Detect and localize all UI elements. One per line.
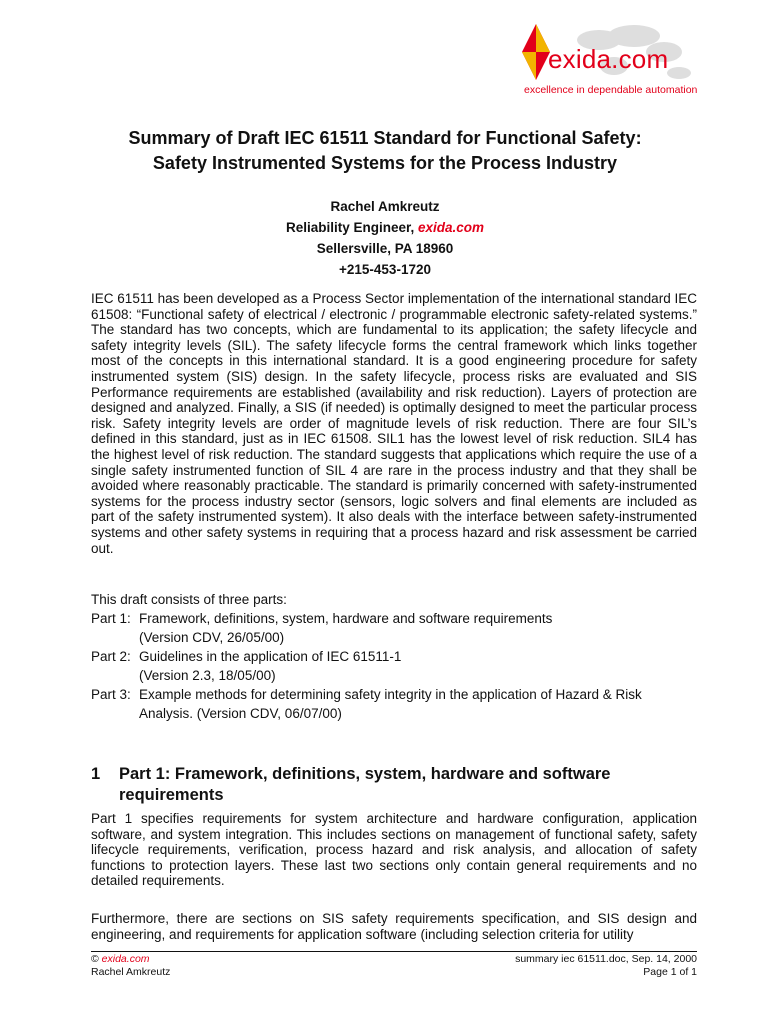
exida-logo [514, 18, 704, 102]
section-number: 1 [91, 765, 101, 783]
parts-intro: This draft consists of three parts: [91, 592, 287, 607]
footer-page-number: Page 1 of 1 [643, 966, 697, 978]
section-title: Part 1: Framework, definitions, system, hardware and software requirements [119, 765, 611, 804]
title-line-1: Summary of Draft IEC 61511 Standard for Functional Safety: [128, 128, 642, 148]
part-text: Guidelines in the application of IEC 61511-1 [139, 649, 402, 664]
footer-divider [91, 951, 697, 952]
title-line-2: Safety Instrumented Systems for the Process Industry [152, 153, 618, 173]
section-1-paragraph-1: Part 1 specifies requirements for system architecture and hardware configuration, application software, and system integration. This includes sections on management of functional safety, safety lifecycle requirements, verification, process hazard and risk analysis, and allocation of safety functions to protection layers. These last two sections only contain general requirements and no detailed requirements. [91, 811, 697, 889]
author-role [60, 217, 710, 238]
footer-file-info: summary iec 61511.doc, Sep. 14, 2000 [515, 953, 697, 965]
author-company-link[interactable]: exida.com [418, 220, 485, 235]
document-title [60, 126, 710, 176]
part-version: Analysis. (Version CDV, 06/07/00) [139, 706, 342, 721]
footer-company-link[interactable]: exida.com [101, 953, 150, 965]
intro-paragraph: IEC 61511 has been developed as a Process Sector implementation of the international standard IEC 61508: “Functional safety of electrical / electronic / programmable electronic safety-related systems.” The standard has two concepts, which are fundamental to its application; the safety lifecycle and safety integrity levels (SIL). The safety lifecycle forms the central framework which links together most of the concepts in this international standard. It is a good engineering procedure for safety instrumented system (SIS) design. In the safety lifecycle, process risks are evaluated and SIS Performance requirements are established (availability and risk reduction). Layers of protection are designed and analyzed. Finally, a SIS (if needed) is optimally designed to meet the particular process risk. Safety integrity levels are order of magnitude levels of risk reduction. There are four SIL’s defined in this standard, just as in IEC 61508. SIL1 has the lowest level of risk reduction. SIL4 has the highest level of risk reduction. The standard suggests that applications which require the use of a single safety instrumented function of SIL 4 are rare in the process industry and that they shall be avoided where reasonably practicable. The standard is primarily concerned with safety-instrumented systems for the process industry sector (sensors, logic solvers and final elements are included as part of the safety instrumented system). It also deals with the interface between safety-instrumented systems and other safety systems in requiring that a process hazard and risk assessment be carried out. [91, 291, 697, 556]
parts-list [91, 590, 697, 723]
part-label: Part 3: [91, 687, 131, 702]
part-text: Framework, definitions, system, hardware and software requirements [139, 611, 553, 626]
author-phone: +215-453-1720 [339, 262, 431, 277]
part-item [91, 609, 697, 628]
author-location: Sellersville, PA 18960 [316, 241, 454, 256]
author-name: Rachel Amkreutz [330, 199, 440, 214]
footer-author: Rachel Amkreutz [91, 966, 171, 978]
section-1-paragraph-2: Furthermore, there are sections on SIS safety requirements specification, and SIS design and engineering, and requirements for application software (including selection criteria for utility [91, 911, 697, 942]
section-1-heading [91, 764, 697, 806]
part-item [91, 685, 697, 704]
part-version: (Version 2.3, 18/05/00) [139, 668, 276, 683]
part-item [91, 647, 697, 666]
part-label: Part 2: [91, 649, 131, 664]
copyright-symbol: © [91, 953, 99, 965]
author-role-prefix: Reliability Engineer, [285, 220, 418, 235]
part-label: Part 1: [91, 611, 131, 626]
author-block [60, 196, 710, 280]
part-text: Example methods for determining safety integrity in the application of Hazard & Risk [139, 687, 642, 702]
logo-tagline: excellence in dependable automation [524, 84, 698, 96]
logo-brand-text: exida.com [548, 44, 669, 74]
page-footer [91, 953, 697, 979]
part-version: (Version CDV, 26/05/00) [139, 630, 285, 645]
